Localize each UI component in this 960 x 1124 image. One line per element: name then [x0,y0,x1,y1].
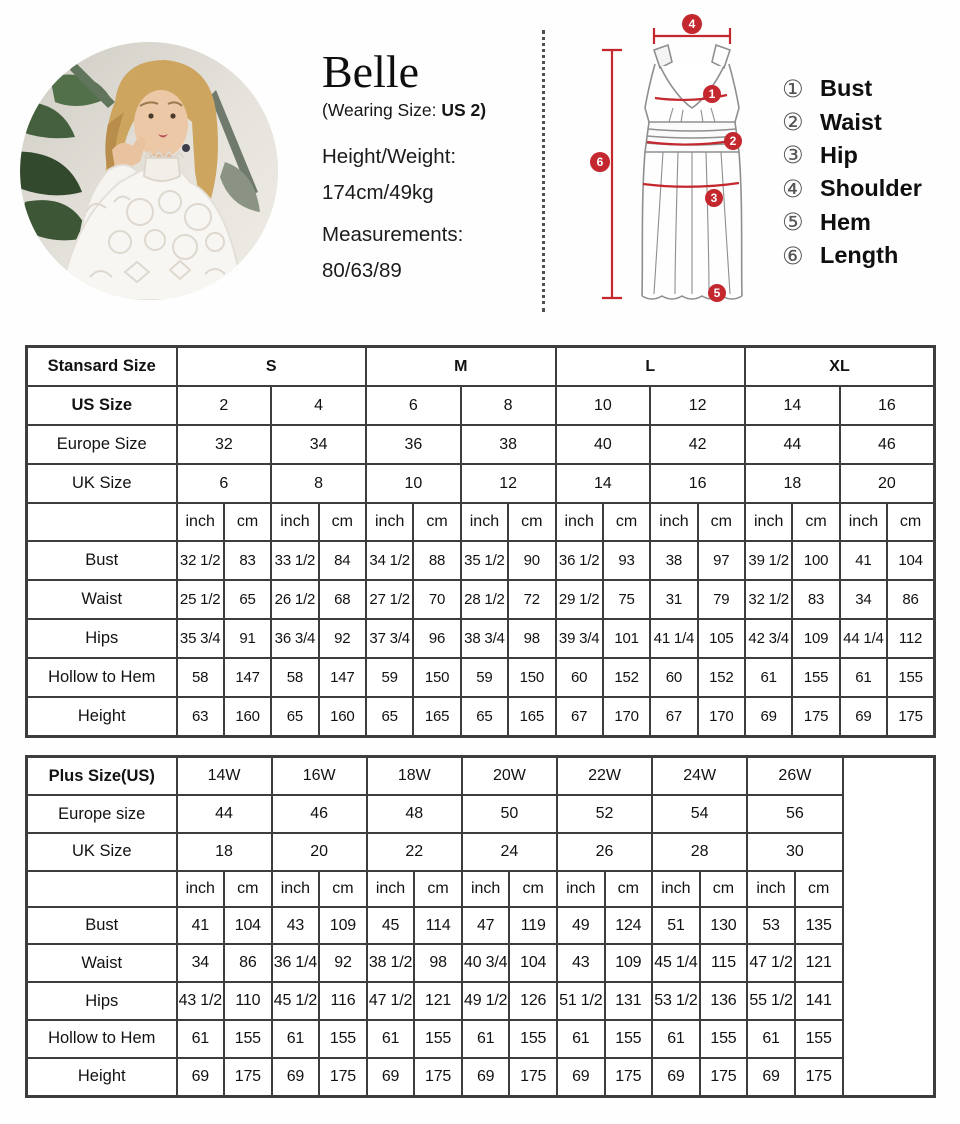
measure-value-cell: 65 [271,697,318,737]
size-group-cell: XL [745,347,935,387]
measure-value-cell: 67 [556,697,603,737]
unit-header-cell: inch [461,503,508,540]
legend-item [782,105,922,138]
uk-size-cell: 28 [652,833,747,871]
unit-header-cell: inch [557,871,605,907]
measure-value-cell: 37 3/4 [366,619,413,658]
legend-label: Length [820,242,899,269]
measure-value-cell: 155 [605,1020,653,1058]
unit-header-cell: cm [795,871,843,907]
measure-value-cell: 131 [605,982,653,1020]
measurements-label: Measurements: [322,223,464,247]
model-name: Belle [322,46,420,97]
marker-length: 6 [596,155,604,169]
uk-size-cell: 6 [177,464,272,503]
uk-size-cell: 18 [745,464,840,503]
unit-header-cell: cm [414,871,462,907]
measure-value-cell: 45 [367,907,415,945]
unit-header-cell: cm [887,503,934,540]
measure-value-cell: 150 [413,658,460,697]
model-photo [20,42,278,300]
measure-value-cell: 33 1/2 [271,541,318,580]
measure-value-cell: 27 1/2 [366,580,413,619]
measure-value-cell: 69 [840,697,887,737]
legend-item [782,172,922,205]
measure-label-cell: Height [27,697,177,737]
measure-value-cell: 38 1/2 [367,944,415,982]
uk-size-label: UK Size [27,833,177,871]
measure-label-cell: Hips [27,619,177,658]
uk-size-cell: 10 [366,464,461,503]
uk-size-cell: 20 [840,464,935,503]
measure-value-cell: 36 1/2 [556,541,603,580]
unit-header-cell: cm [698,503,745,540]
marker-bust: 1 [708,87,716,101]
measure-value-cell: 92 [319,944,367,982]
unit-header-cell: cm [413,503,460,540]
europe-size-cell: 44 [177,795,272,833]
wearing-size [322,100,537,121]
europe-size-cell: 42 [650,425,745,464]
legend-number-icon: ③ [782,141,804,170]
legend-number-icon: ⑥ [782,241,804,270]
plus-size-cell: 26W [747,757,842,796]
europe-size-cell: 54 [652,795,747,833]
measure-value-cell: 160 [224,697,271,737]
measure-value-cell: 39 1/2 [745,541,792,580]
measure-label-cell: Height [27,1058,177,1097]
measure-value-cell: 47 1/2 [747,944,795,982]
measure-value-cell: 155 [414,1020,462,1058]
measure-value-cell: 41 1/4 [650,619,697,658]
model-info [322,48,537,289]
measure-value-cell: 136 [700,982,748,1020]
measure-value-cell: 58 [271,658,318,697]
measure-value-cell: 170 [698,697,745,737]
plus-size-cell: 14W [177,757,272,796]
measure-value-cell: 83 [224,541,271,580]
measure-value-cell: 170 [603,697,650,737]
measure-value-cell: 68 [319,580,366,619]
legend-label: Bust [820,75,873,102]
measure-value-cell: 175 [224,1058,272,1097]
measure-value-cell: 155 [700,1020,748,1058]
measure-value-cell: 69 [557,1058,605,1097]
measure-value-cell: 155 [795,1020,843,1058]
height-weight-value: 174cm/49kg [322,181,434,205]
measure-value-cell: 49 1/2 [462,982,510,1020]
measure-value-cell: 69 [272,1058,320,1097]
measure-value-cell: 165 [508,697,555,737]
legend-item [782,239,922,272]
measure-value-cell: 61 [652,1020,700,1058]
uk-size-cell: 30 [747,833,842,871]
measure-value-cell: 175 [792,697,839,737]
measure-value-cell: 130 [700,907,748,945]
measure-value-cell: 25 1/2 [177,580,224,619]
measurements-value: 80/63/89 [322,259,402,283]
measurement-legend [782,72,922,272]
size-group-cell: L [556,347,746,387]
legend-item [782,72,922,105]
measure-value-cell: 109 [605,944,653,982]
unit-header-cell: inch [747,871,795,907]
uk-size-cell: 12 [461,464,556,503]
legend-label: Shoulder [820,175,922,202]
measure-value-cell: 35 3/4 [177,619,224,658]
measure-value-cell: 155 [887,658,934,697]
europe-size-cell: 36 [366,425,461,464]
measure-value-cell: 96 [413,619,460,658]
measure-value-cell: 51 1/2 [557,982,605,1020]
measure-value-cell: 91 [224,619,271,658]
measure-value-cell: 105 [698,619,745,658]
unit-header-cell: inch [652,871,700,907]
measure-value-cell: 69 [747,1058,795,1097]
europe-size-cell: 40 [556,425,651,464]
measure-value-cell: 83 [792,580,839,619]
measure-value-cell: 61 [747,1020,795,1058]
us-size-cell: 12 [650,386,745,425]
measure-value-cell: 34 [177,944,225,982]
marker-waist: 2 [729,134,737,148]
plus-size-cell: 24W [652,757,747,796]
measure-value-cell: 36 1/4 [272,944,320,982]
wearing-size-value: US 2) [441,100,487,121]
vertical-divider [542,30,545,312]
unit-header-cell: inch [462,871,510,907]
legend-item [782,206,922,239]
measure-value-cell: 75 [603,580,650,619]
measure-value-cell: 155 [792,658,839,697]
measure-value-cell: 67 [650,697,697,737]
measure-value-cell: 110 [224,982,272,1020]
measure-value-cell: 61 [745,658,792,697]
legend-number-icon: ① [782,74,804,103]
measure-value-cell: 155 [224,1020,272,1058]
measure-value-cell: 104 [509,944,557,982]
uk-size-cell: 22 [367,833,462,871]
measure-value-cell: 28 1/2 [461,580,508,619]
measure-value-cell: 135 [795,907,843,945]
unit-header-cell: cm [224,503,271,540]
measure-value-cell: 47 [462,907,510,945]
unit-header-cell: cm [508,503,555,540]
measure-value-cell: 29 1/2 [556,580,603,619]
legend-number-icon: ② [782,108,804,137]
measure-value-cell: 34 [840,580,887,619]
measure-value-cell: 43 [557,944,605,982]
measure-value-cell: 69 [367,1058,415,1097]
unit-header-cell: inch [556,503,603,540]
measure-value-cell: 121 [795,944,843,982]
unit-header-cell: inch [366,503,413,540]
us-size-cell: 10 [556,386,651,425]
measure-value-cell: 98 [508,619,555,658]
unit-header-cell: inch [840,503,887,540]
europe-size-cell: 34 [271,425,366,464]
measure-value-cell: 70 [413,580,460,619]
measure-value-cell: 97 [698,541,745,580]
measure-value-cell: 147 [224,658,271,697]
plus-size-cell: 22W [557,757,652,796]
measure-value-cell: 79 [698,580,745,619]
europe-size-cell: 38 [461,425,556,464]
measure-value-cell: 98 [414,944,462,982]
measure-value-cell: 32 1/2 [177,541,224,580]
measure-value-cell: 59 [366,658,413,697]
plus-size-title: Plus Size(US) [27,757,177,796]
unit-header-cell: cm [603,503,650,540]
measure-value-cell: 53 1/2 [652,982,700,1020]
us-size-label: US Size [27,386,177,425]
measure-value-cell: 59 [461,658,508,697]
measure-value-cell: 60 [650,658,697,697]
measure-value-cell: 47 1/2 [367,982,415,1020]
europe-size-cell: 48 [367,795,462,833]
measure-value-cell: 175 [319,1058,367,1097]
measure-value-cell: 121 [414,982,462,1020]
measure-value-cell: 88 [413,541,460,580]
measure-value-cell: 165 [413,697,460,737]
measure-value-cell: 43 [272,907,320,945]
uk-size-cell: 16 [650,464,745,503]
europe-size-cell: 50 [462,795,557,833]
measure-value-cell: 61 [272,1020,320,1058]
measure-value-cell: 26 1/2 [271,580,318,619]
measure-value-cell: 49 [557,907,605,945]
unit-header-cell: inch [177,503,224,540]
legend-label: Hip [820,141,858,168]
measure-label-cell: Hips [27,982,177,1020]
measure-label-cell: Waist [27,944,177,982]
measure-value-cell: 175 [605,1058,653,1097]
legend-number-icon: ⑤ [782,208,804,237]
measure-label-cell: Waist [27,580,177,619]
measure-value-cell: 126 [509,982,557,1020]
measure-value-cell: 65 [461,697,508,737]
size-group-cell: S [177,347,367,387]
measure-value-cell: 69 [745,697,792,737]
uk-size-cell: 14 [556,464,651,503]
measure-value-cell: 160 [319,697,366,737]
europe-size-cell: 46 [272,795,367,833]
marker-shoulder: 4 [688,17,696,31]
measure-value-cell: 65 [224,580,271,619]
unit-header-cell: inch [745,503,792,540]
dress-diagram-icon [575,2,785,317]
size-group-cell: M [366,347,556,387]
measure-value-cell: 32 1/2 [745,580,792,619]
uk-size-cell: 18 [177,833,272,871]
empty-cell [843,757,935,1097]
unit-header-cell: cm [509,871,557,907]
measure-value-cell: 42 3/4 [745,619,792,658]
measure-value-cell: 84 [319,541,366,580]
height-weight-label: Height/Weight: [322,145,457,169]
legend-label: Hem [820,208,871,235]
measure-value-cell: 72 [508,580,555,619]
measure-value-cell: 41 [177,907,225,945]
measure-value-cell: 35 1/2 [461,541,508,580]
us-size-cell: 14 [745,386,840,425]
measure-label-cell: Hollow to Hem [27,1020,177,1058]
measure-value-cell: 45 1/4 [652,944,700,982]
measure-value-cell: 53 [747,907,795,945]
uk-size-cell: 26 [557,833,652,871]
uk-size-cell: 8 [271,464,366,503]
unit-header-cell: inch [177,871,225,907]
measure-label-cell: Bust [27,541,177,580]
measure-value-cell: 31 [650,580,697,619]
plus-size-table [25,755,936,1098]
measure-value-cell: 175 [414,1058,462,1097]
measure-value-cell: 86 [887,580,934,619]
unit-header-cell: cm [319,871,367,907]
uk-size-label: UK Size [27,464,177,503]
unit-header-cell: inch [650,503,697,540]
plus-size-cell: 20W [462,757,557,796]
measure-value-cell: 43 1/2 [177,982,225,1020]
measure-value-cell: 124 [605,907,653,945]
measure-value-cell: 61 [367,1020,415,1058]
measure-value-cell: 147 [319,658,366,697]
measure-value-cell: 152 [698,658,745,697]
unit-header-cell: inch [272,871,320,907]
plus-size-cell: 18W [367,757,462,796]
uk-size-cell: 24 [462,833,557,871]
measure-value-cell: 101 [603,619,650,658]
us-size-cell: 4 [271,386,366,425]
dress-diagram [575,2,785,317]
measure-value-cell: 92 [319,619,366,658]
measure-value-cell: 100 [792,541,839,580]
us-size-cell: 8 [461,386,556,425]
measure-value-cell: 175 [887,697,934,737]
measure-value-cell: 63 [177,697,224,737]
measure-value-cell: 36 3/4 [271,619,318,658]
uk-size-cell: 20 [272,833,367,871]
europe-size-label: Europe Size [27,425,177,464]
europe-size-cell: 44 [745,425,840,464]
model-photo-illustration [20,42,278,300]
measure-value-cell: 38 [650,541,697,580]
measure-value-cell: 90 [508,541,555,580]
measure-value-cell: 45 1/2 [272,982,320,1020]
legend-number-icon: ④ [782,174,804,203]
measure-value-cell: 175 [795,1058,843,1097]
unit-header-cell: cm [224,871,272,907]
measure-label-cell: Hollow to Hem [27,658,177,697]
measure-value-cell: 34 1/2 [366,541,413,580]
legend-item [782,139,922,172]
marker-hem: 5 [713,286,721,300]
measure-value-cell: 150 [508,658,555,697]
measure-value-cell: 152 [603,658,650,697]
measure-value-cell: 175 [700,1058,748,1097]
us-size-cell: 6 [366,386,461,425]
measure-value-cell: 40 3/4 [462,944,510,982]
measure-value-cell: 61 [462,1020,510,1058]
measure-value-cell: 109 [792,619,839,658]
standard-size-table [25,345,936,738]
measure-value-cell: 69 [462,1058,510,1097]
europe-size-label: Europe size [27,795,177,833]
measure-value-cell: 86 [224,944,272,982]
unit-corner-cell [27,871,177,907]
measure-value-cell: 112 [887,619,934,658]
measure-label-cell: Bust [27,907,177,945]
us-size-cell: 2 [177,386,272,425]
unit-corner-cell [27,503,177,540]
measure-value-cell: 104 [224,907,272,945]
measure-value-cell: 61 [557,1020,605,1058]
europe-size-cell: 56 [747,795,842,833]
measure-value-cell: 41 [840,541,887,580]
measure-value-cell: 58 [177,658,224,697]
measure-value-cell: 115 [700,944,748,982]
legend-label: Waist [820,108,882,135]
measure-value-cell: 51 [652,907,700,945]
marker-hip: 3 [710,191,718,205]
measure-value-cell: 69 [652,1058,700,1097]
measure-value-cell: 175 [509,1058,557,1097]
measure-value-cell: 141 [795,982,843,1020]
unit-header-cell: cm [700,871,748,907]
europe-size-cell: 32 [177,425,272,464]
measure-value-cell: 61 [840,658,887,697]
unit-header-cell: inch [367,871,415,907]
measure-value-cell: 60 [556,658,603,697]
measure-value-cell: 55 1/2 [747,982,795,1020]
measure-value-cell: 38 3/4 [461,619,508,658]
europe-size-cell: 52 [557,795,652,833]
unit-header-cell: inch [271,503,318,540]
plus-size-cell: 16W [272,757,367,796]
unit-header-cell: cm [319,503,366,540]
us-size-cell: 16 [840,386,935,425]
measure-value-cell: 114 [414,907,462,945]
measure-value-cell: 155 [509,1020,557,1058]
measure-value-cell: 65 [366,697,413,737]
europe-size-cell: 46 [840,425,935,464]
measure-value-cell: 93 [603,541,650,580]
measure-value-cell: 61 [177,1020,225,1058]
measure-value-cell: 116 [319,982,367,1020]
measure-value-cell: 69 [177,1058,225,1097]
measure-value-cell: 44 1/4 [840,619,887,658]
measure-value-cell: 39 3/4 [556,619,603,658]
measure-value-cell: 104 [887,541,934,580]
measure-value-cell: 109 [319,907,367,945]
unit-header-cell: cm [605,871,653,907]
wearing-size-prefix: (Wearing Size: [322,100,437,121]
unit-header-cell: cm [792,503,839,540]
measure-value-cell: 119 [509,907,557,945]
standard-size-title: Stansard Size [27,347,177,387]
measure-value-cell: 155 [319,1020,367,1058]
